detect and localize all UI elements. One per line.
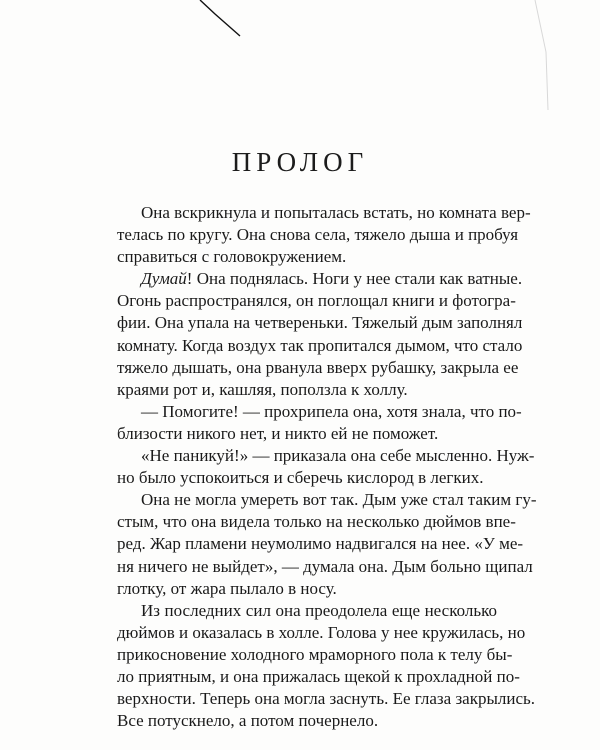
text-line: ред. Жар пламени неумолимо надвигался на нее. «У ме- — [117, 534, 524, 554]
chapter-title: ПРОЛОГ — [231, 147, 369, 177]
text-line: Все потускнело, а потом почернело. — [117, 711, 379, 731]
text-line: но было успокоиться и сберечь кислород в легких. — [117, 468, 484, 488]
text-line: Огонь распространялся, он поглощал книги и фотогра- — [117, 291, 516, 311]
text-line: справиться с головокружением. — [117, 247, 347, 267]
text-line-with-italic — [117, 268, 523, 290]
text-line: Из последних сил она преодолела еще несколько — [141, 600, 497, 620]
text-line: дюймов и оказалась в холле. Голова у нее кружилась, но — [117, 622, 526, 642]
text-line: телась по кругу. Она снова села, тяжело дыша и пробуя — [117, 225, 519, 245]
text-line: верхности. Теперь она могла заснуть. Ее глаза закрылись. — [117, 689, 536, 709]
text-line: тяжело дышать, она рванула вверх рубашку, закрыла ее — [117, 357, 519, 377]
text-line-rest: ! Она поднялась. Ноги у нее стали как ватные. — [186, 269, 523, 289]
text-line: глотку, от жара пылало в носу. — [117, 578, 337, 598]
text-line: Она не могла умереть вот так. Дым уже стал таким гу- — [141, 490, 537, 510]
text-line: стым, что она видела только на несколько дюймов впе- — [117, 512, 516, 532]
text-line: — Помогите! — прохрипела она, хотя знала, что по- — [141, 401, 522, 421]
text-line: ло приятным, и она прижалась щекой к прохладной по- — [117, 666, 520, 686]
prologue-text — [117, 202, 537, 732]
text-line: близости никого нет, и никто ей не поможет. — [117, 423, 439, 443]
text-line: Она вскрикнула и попыталась встать, но комната вер- — [141, 203, 531, 222]
text-line: комнату. Когда воздух так пропитался дымом, что стало — [117, 335, 523, 355]
italic-word: Думай — [141, 269, 187, 289]
text-line: краями рот и, кашляя, поползла к холлу. — [117, 379, 408, 399]
scan-artifact-stroke — [0, 0, 600, 120]
text-line: прикосновение холодного мраморного пола к телу бы- — [117, 644, 513, 664]
text-line: «Не паникуй!» — приказала она себе мысленно. Нуж- — [141, 446, 535, 466]
text-line: фии. Она упала на четвереньки. Тяжелый дым заполнял — [117, 313, 523, 333]
text-line: ня ничего не выйдет», — думала она. Дым больно щипал — [117, 556, 533, 576]
